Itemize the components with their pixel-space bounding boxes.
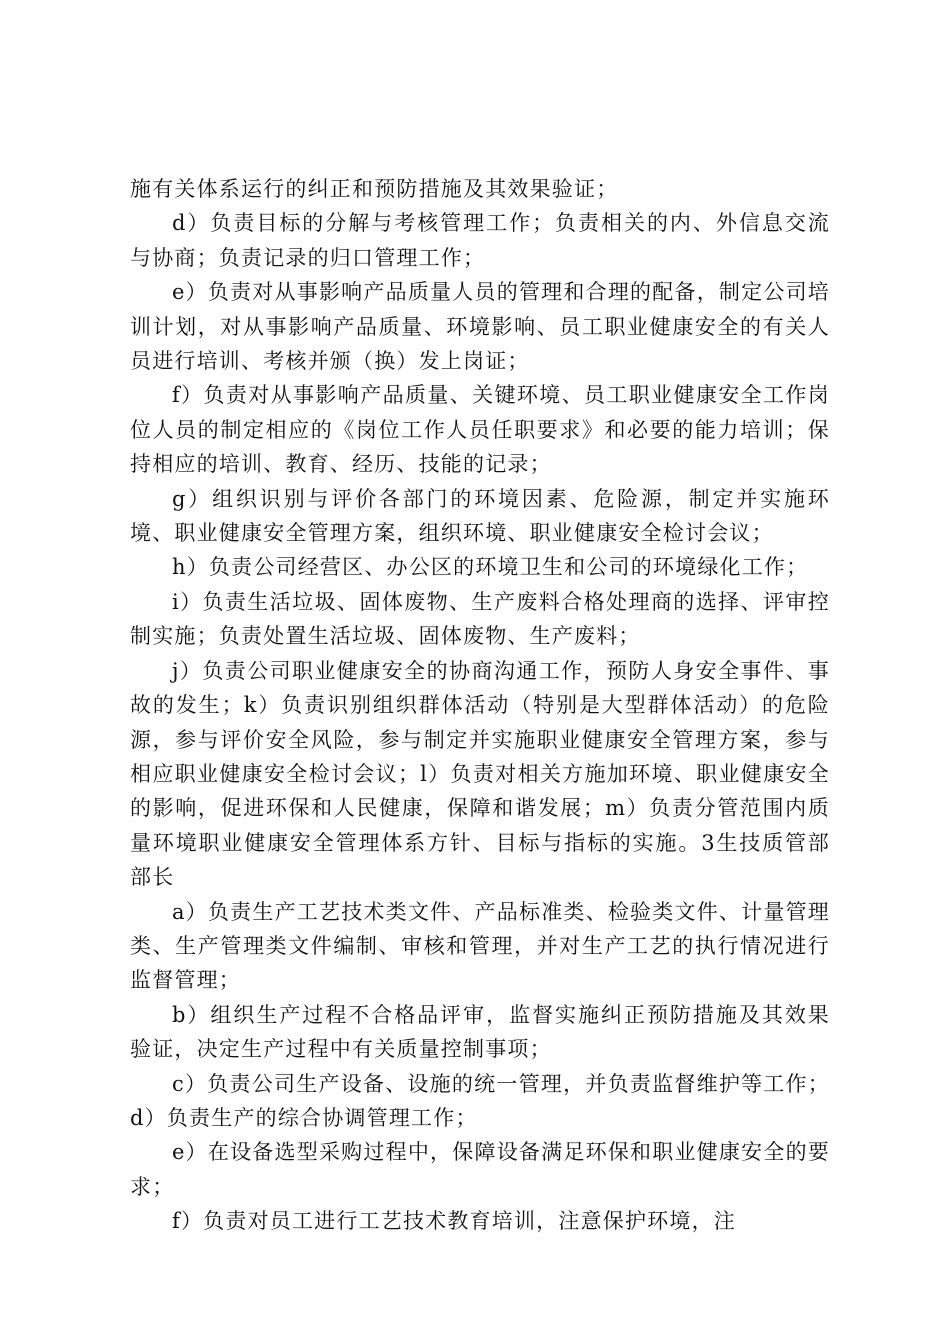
paragraph-item-a: a）负责生产工艺技术类文件、产品标准类、检验类文件、计量管理类、生产管理类文件编制、审核和管理，并对生产工艺的执行情况进行监督管理； bbox=[130, 899, 830, 993]
paragraph-item-h: h）负责公司经营区、办公区的环境卫生和公司的环境绿化工作； bbox=[172, 555, 809, 580]
paragraph-item-c-d: c）负责公司生产设备、设施的统一管理，并负责监督维护等工作；d）负责生产的综合协调管理工作； bbox=[130, 1071, 830, 1130]
paragraph-item-f-2: f）负责对员工进行工艺技术教育培训，注意保护环境，注 bbox=[172, 1209, 736, 1234]
paragraph-item-f: f）负责对从事影响产品质量、关键环境、员工职业健康安全工作岗位人员的制定相应的《岗位工作人员任职要求》和必要的能力培训；保持相应的培训、教育、经历、技能的记录； bbox=[130, 383, 830, 477]
paragraph-continuation: 施有关体系运行的纠正和预防措施及其效果验证； bbox=[130, 177, 619, 201]
paragraph-item-g: g）组织识别与评价各部门的环境因素、危险源，制定并实施环境、职业健康安全管理方案，组织环境、职业健康安全检讨会议； bbox=[130, 486, 830, 546]
paragraph-item-j-k-l-m: j）负责公司职业健康安全的协商沟通工作，预防人身安全事件、事故的发生；k）负责识别组织群体活动（特别是大型群体活动）的危险源，参与评价安全风险，参与制定并实施职业健康安全管理方案，参与相应职业健康安全检讨会议；l）负责对相关方施加环境、职业健康安全的影响，促进环保和人民健康，保障和谐发展；m）负责分管范围内质量环境职业健康安全管理体系方针、目标与指标的实施。3生技质管部部长 bbox=[130, 658, 830, 890]
paragraph-item-e-2: e）在设备选型采购过程中，保障设备满足环保和职业健康安全的要求； bbox=[130, 1140, 830, 1199]
paragraph-item-i: i）负责生活垃圾、固体废物、生产废料合格处理商的选择、评审控制实施；负责处置生活垃圾、固体废物、生产废料； bbox=[130, 589, 830, 649]
paragraph-item-e: e）负责对从事影响产品质量人员的管理和合理的配备，制定公司培训计划，对从事影响产品质量、环境影响、员工职业健康安全的有关人员进行培训、考核并颁（换）发上岗证； bbox=[130, 280, 830, 374]
document-body bbox=[130, 172, 830, 1239]
paragraph-item-b: b）组织生产过程不合格品评审，监督实施纠正预防措施及其效果验证，决定生产过程中有关质量控制事项； bbox=[130, 1002, 830, 1062]
paragraph-item-d: d）负责目标的分解与考核管理工作；负责相关的内、外信息交流与协商；负责记录的归口管理工作； bbox=[130, 211, 830, 270]
